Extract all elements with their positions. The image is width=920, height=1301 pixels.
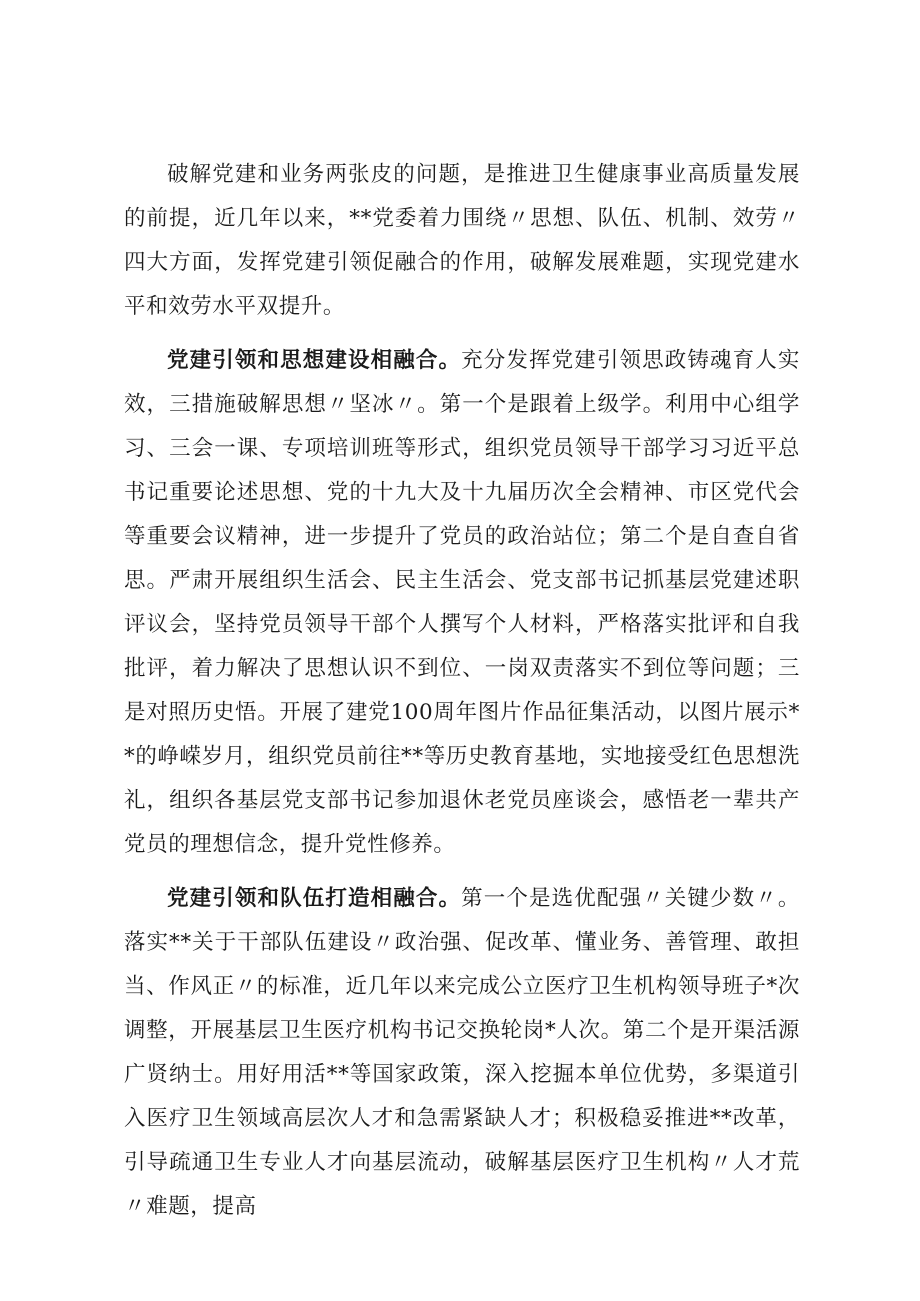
document-body bbox=[124, 153, 800, 1239]
paragraph-team bbox=[124, 877, 800, 1229]
paragraph-intro-text: 破解党建和业务两张皮的问题，是推进卫生健康事业高质量发展的前提，近几年以来，**党委着力围绕〃思想、队伍、机制、效劳〃四大方面，发挥党建引领促融合的作用，破解发展难题，实现党建水平和效劳水平双提升。 bbox=[124, 162, 800, 319]
paragraph-intro bbox=[124, 153, 800, 329]
paragraph-ideology-heading: 党建引领和思想建设相融合。 bbox=[167, 348, 462, 373]
paragraph-team-heading: 党建引领和队伍打造相融合。 bbox=[167, 886, 462, 911]
paragraph-team-text: 第一个是选优配强〃关键少数〃。落实**关于干部队伍建设〃政治强、促改革、懂业务、善管理、敢担当、作风正〃的标准，近几年以来完成公立医疗卫生机构领导班子*次调整，开展基层卫生医疗机构书记交换轮岗*人次。第二个是开渠活源广贤纳士。用好用活**等国家政策，深入挖掘本单位优势，多渠道引入医疗卫生领域高层次人才和急需紧缺人才；积极稳妥推进**改革，引导疏通卫生专业人才向基层流动，破解基层医疗卫生机构〃人才荒〃难题，提高 bbox=[124, 886, 800, 1219]
paragraph-ideology bbox=[124, 339, 800, 867]
paragraph-ideology-text: 充分发挥党建引领思政铸魂育人实效，三措施破解思想〃坚冰〃。第一个是跟着上级学。利用中心组学习、三会一课、专项培训班等形式，组织党员领导干部学习习近平总书记重要论述思想、党的十九大及十九届历次全会精神、市区党代会等重要会议精神，进一步提升了党员的政治站位；第二个是自查自省思。严肃开展组织生活会、民主生活会、党支部书记抓基层党建述职评议会，坚持党员领导干部个人撰写个人材料，严格落实批评和自我批评，着力解决了思想认识不到位、一岗双责落实不到位等问题；三是对照历史悟。开展了建党100周年图片作品征集活动，以图片展示**的峥嵘岁月，组织党员前往**等历史教育基地，实地接受红色思想洗礼，组织各基层党支部书记参加退休老党员座谈会，感悟老一辈共产党员的理想信念，提升党性修养。 bbox=[124, 348, 800, 857]
